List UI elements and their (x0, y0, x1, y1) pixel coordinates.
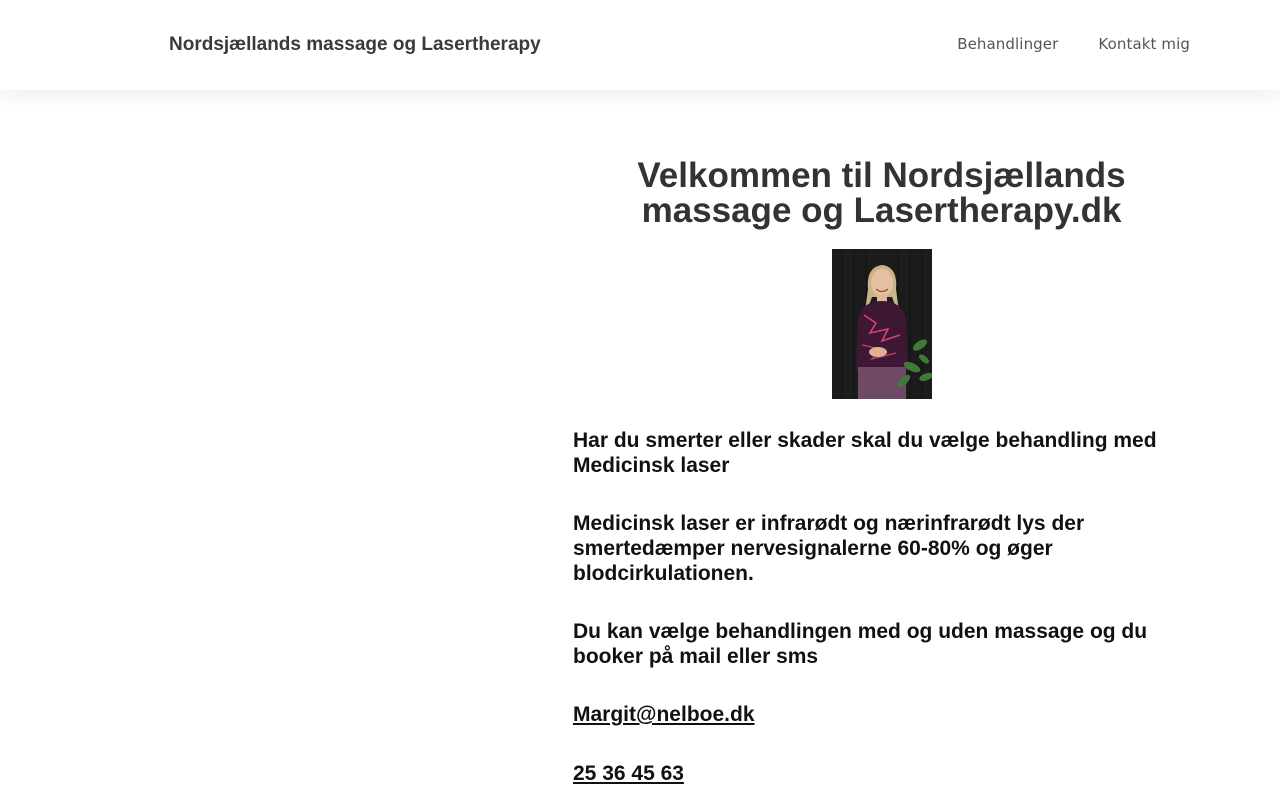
main-content (573, 158, 1193, 786)
portrait-photo (832, 249, 932, 399)
intro-paragraph: Har du smerter eller skader skal du vælge behandling med Medicinsk laser (573, 429, 1157, 477)
page-title: Velkommen til Nordsjællands massage og Lasertherapy.dk (637, 156, 1126, 230)
nav-item-behandlinger[interactable]: Behandlinger (957, 35, 1059, 53)
laser-description-paragraph: Medicinsk laser er infrarødt og nærinfrarødt lys der smertedæmper nervesignalerne 60-80% og øger blodcirkulationen. (573, 512, 1085, 585)
booking-paragraph: Du kan vælge behandlingen med og uden massage og du booker på mail eller sms (573, 620, 1148, 668)
nav-item-kontakt[interactable]: Kontakt mig (1098, 35, 1190, 53)
main-nav (957, 35, 1190, 53)
phone-link[interactable]: 25 36 45 63 (573, 762, 684, 785)
site-header (0, 0, 1280, 90)
site-title-link[interactable]: Nordsjællands massage og Lasertherapy (169, 34, 541, 55)
email-link[interactable]: Margit@nelboe.dk (573, 703, 755, 726)
